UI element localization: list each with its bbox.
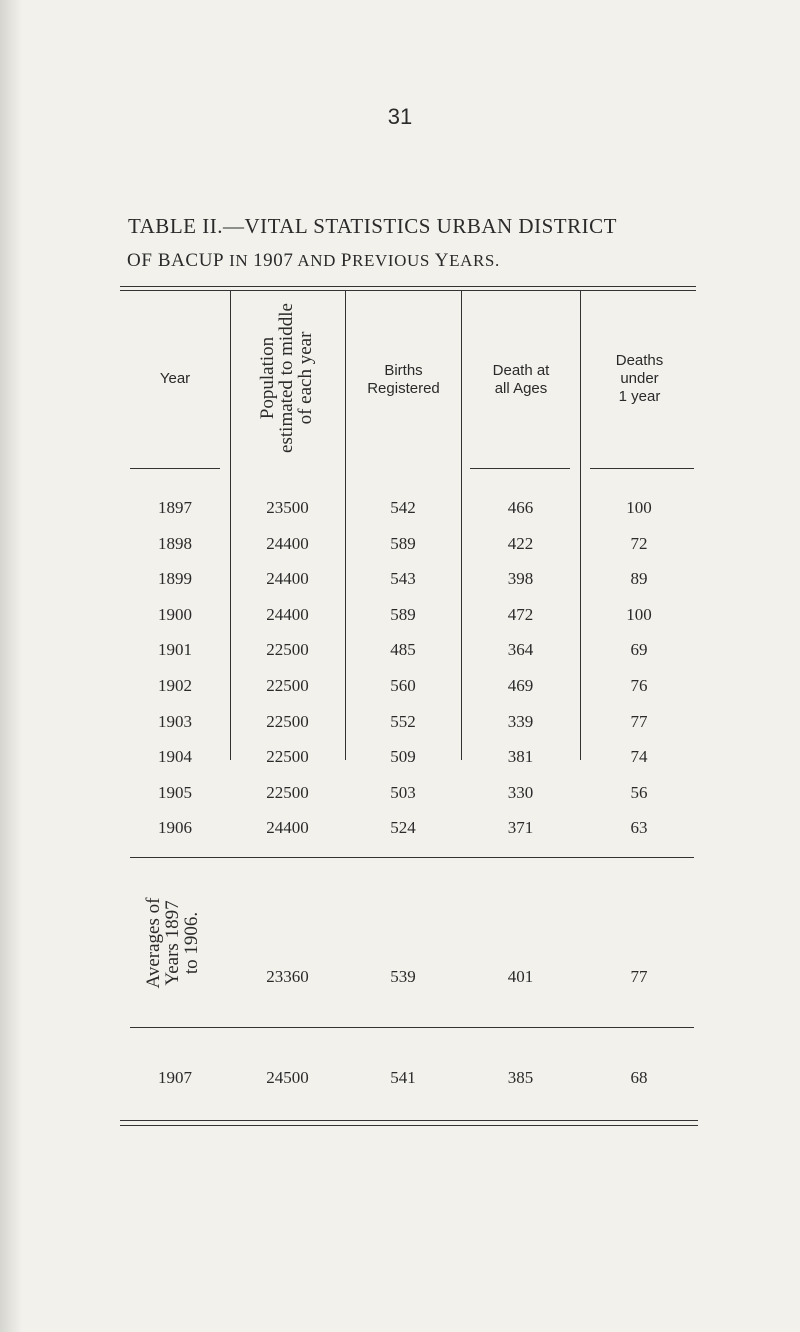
row-3-population: 24400 <box>266 605 309 624</box>
row-4-deaths-infant: 69 <box>630 640 648 659</box>
row-2-year: 1899 <box>158 569 192 588</box>
row-5-births: 560 <box>390 676 416 695</box>
row-2-population: 24400 <box>266 569 309 588</box>
header-population-line-2: estimated to middle <box>276 303 297 453</box>
current-births: 541 <box>390 1068 416 1087</box>
header-deaths-infant-line-3: 1 year <box>618 388 661 405</box>
top-rule-2 <box>120 290 696 291</box>
averages-births: 539 <box>390 967 416 986</box>
row-5-deaths-all: 469 <box>507 676 534 695</box>
row-7-year: 1904 <box>158 747 192 766</box>
title-previous-rest: REVIOUS <box>352 251 430 270</box>
title-place: OF BACUP <box>127 250 225 271</box>
row-7-deaths-all: 381 <box>507 747 534 766</box>
row-2-births: 543 <box>390 569 416 588</box>
row-9-population: 24400 <box>266 818 309 837</box>
averages-deaths-all: 401 <box>507 967 534 986</box>
row-1-population: 24400 <box>266 534 309 553</box>
header-population-line-1: Population <box>257 336 278 420</box>
current-deaths-all: 385 <box>507 1068 534 1087</box>
row-0-year: 1897 <box>158 498 192 517</box>
row-1-deaths-all: 422 <box>507 534 534 553</box>
row-4-deaths-all: 364 <box>507 640 534 659</box>
row-6-deaths-infant: 77 <box>630 712 648 731</box>
row-3-deaths-all: 472 <box>507 605 534 624</box>
row-0-deaths-infant: 100 <box>626 498 652 517</box>
averages-label-line-1: Averages of <box>143 897 164 989</box>
header-rule-1 <box>130 468 220 469</box>
row-1-births: 589 <box>390 534 416 553</box>
header-year: Year <box>159 370 191 387</box>
averages-top-rule <box>130 857 694 858</box>
current-population: 24500 <box>266 1068 309 1087</box>
row-2-deaths-all: 398 <box>507 569 534 588</box>
row-1-deaths-infant: 72 <box>630 534 648 553</box>
title-years-initial: Y <box>434 250 450 271</box>
title-previous-initial: P <box>340 250 353 271</box>
header-population <box>258 293 318 463</box>
averages-population: 23360 <box>266 967 309 986</box>
header-rule-5 <box>590 468 694 469</box>
table-subtitle <box>127 250 500 272</box>
title-and: AND <box>297 251 337 270</box>
page-number: 31 <box>387 104 413 129</box>
averages-label-line-3: to 1906. <box>181 911 202 975</box>
header-rule-4 <box>470 468 570 469</box>
row-7-population: 22500 <box>266 747 309 766</box>
row-1-year: 1898 <box>158 534 192 553</box>
row-6-population: 22500 <box>266 712 309 731</box>
row-9-deaths-infant: 63 <box>630 818 648 837</box>
row-8-deaths-all: 330 <box>507 783 534 802</box>
row-5-deaths-infant: 76 <box>630 676 648 695</box>
top-rule <box>120 286 696 287</box>
row-4-year: 1901 <box>158 640 192 659</box>
row-3-deaths-infant: 100 <box>626 605 652 624</box>
current-top-rule <box>130 1027 694 1028</box>
row-9-deaths-all: 371 <box>507 818 534 837</box>
header-population-line-3: of each year <box>295 331 316 425</box>
header-births <box>346 362 461 398</box>
title-in: IN <box>229 251 249 270</box>
header-deaths-all-line-2: all Ages <box>494 380 548 397</box>
row-5-population: 22500 <box>266 676 309 695</box>
header-births-line-2: Registered <box>367 380 440 397</box>
row-3-year: 1900 <box>158 605 192 624</box>
row-7-births: 509 <box>390 747 416 766</box>
averages-label-line-2: Years 1897 <box>162 900 183 986</box>
row-8-deaths-infant: 56 <box>630 783 648 802</box>
current-year: 1907 <box>158 1068 192 1087</box>
header-births-line-1: Births <box>384 362 423 379</box>
row-2-deaths-infant: 89 <box>630 569 648 588</box>
averages-deaths-infant: 77 <box>630 967 648 986</box>
bottom-rule <box>120 1120 698 1121</box>
averages-label <box>144 878 208 1008</box>
row-6-year: 1903 <box>158 712 192 731</box>
title-years-rest: EARS. <box>449 251 500 270</box>
row-5-year: 1902 <box>158 676 192 695</box>
title-year: 1907 <box>253 250 294 271</box>
header-deaths-infant-line-2: under <box>620 370 659 387</box>
row-0-population: 23500 <box>266 498 309 517</box>
header-deaths-all-line-1: Death at <box>492 362 550 379</box>
row-4-population: 22500 <box>266 640 309 659</box>
bottom-rule-2 <box>120 1125 698 1126</box>
header-deaths-infant-line-1: Deaths <box>615 352 664 369</box>
row-0-deaths-all: 466 <box>507 498 534 517</box>
table-title <box>128 214 617 239</box>
row-8-year: 1905 <box>158 783 192 802</box>
row-9-year: 1906 <box>158 818 192 837</box>
header-deaths-all-ages <box>462 362 580 398</box>
row-7-deaths-infant: 74 <box>630 747 648 766</box>
title-line-1: TABLE II.—VITAL STATISTICS URBAN DISTRICT <box>128 214 617 238</box>
row-0-births: 542 <box>390 498 416 517</box>
row-6-deaths-all: 339 <box>507 712 534 731</box>
row-4-births: 485 <box>390 640 416 659</box>
row-8-births: 503 <box>390 783 416 802</box>
header-deaths-under-1 <box>581 352 698 406</box>
row-6-births: 552 <box>390 712 416 731</box>
row-9-births: 524 <box>390 818 416 837</box>
page-edge-shadow <box>0 0 22 1332</box>
row-3-births: 589 <box>390 605 416 624</box>
row-8-population: 22500 <box>266 783 309 802</box>
current-deaths-infant: 68 <box>630 1068 648 1087</box>
